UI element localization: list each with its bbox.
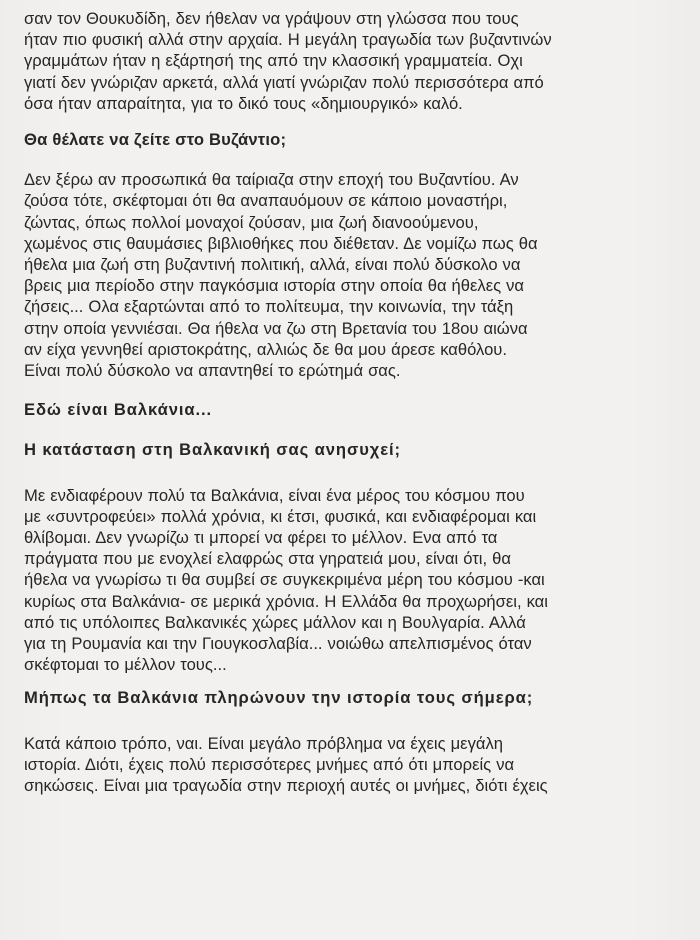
text-line: χωμένος στις θαυμάσιες βιβλιοθήκες που διέθεταν. Δε νομίζω πως θα: [24, 233, 538, 253]
answer-balkans-history: [24, 733, 692, 797]
question-balkans-worry: Η κατάσταση στη Βαλκανική σας ανησυχεί;: [24, 440, 401, 460]
text-line: γραμμάτων ήταν η εξάρτησή της από την κλασσική γραμματεία. Οχι: [24, 51, 523, 71]
text-line: όσα ήταν απαραίτητα, για το δικό τους «δημιουργικό» καλό.: [24, 93, 463, 113]
text-line: κυρίως στα Βαλκάνια- σε μερικά χρόνια. Η Ελλάδα θα προχωρήσει, και: [24, 591, 548, 611]
question-balkans-history: Μήπως τα Βαλκάνια πληρώνουν την ιστορία τους σήμερα;: [24, 688, 534, 708]
text-line: ζήσεις... Ολα εξαρτώνται από το πολίτευμα, την κοινωνία, την τάξη: [24, 297, 514, 317]
heading-balkans: Εδώ είναι Βαλκάνια...: [24, 400, 212, 420]
text-line: Με ενδιαφέρουν πολύ τα Βαλκάνια, είναι ένα μέρος του κόσμου που: [24, 485, 525, 505]
answer-balkans-worry: [24, 485, 692, 676]
text-line: ήταν πιο φυσική αλλά στην αρχαία. Η μεγάλη τραγωδία των βυζαντινών: [24, 30, 552, 50]
text-line: ζώντας, όπως πολλοί μοναχοί ζούσαν, μια ζωή διανοούμενου,: [24, 212, 479, 232]
interview-text: [24, 8, 692, 796]
text-line: Κατά κάποιο τρόπο, ναι. Είναι μεγάλο πρόβλημα να έχεις μεγάλη: [24, 733, 503, 753]
text-line: ιστορία. Διότι, έχεις πολύ περισσότερες μνήμες από ότι μπορείς να: [24, 754, 515, 774]
text-line: σηκώσεις. Είναι μια τραγωδία στην περιοχή αυτές οι μνήμες, διότι έχεις: [24, 776, 548, 796]
text-line: ζούσα τότε, σκέφτομαι ότι θα αναπαυόμουν σε κάποιο μοναστήρι,: [24, 191, 508, 211]
text-line: Είναι πολύ δύσκολο να απαντηθεί το ερώτημά σας.: [24, 361, 401, 381]
text-line: αν είχα γεννηθεί αριστοκράτης, αλλιώς δε θα μου άρεσε καθόλου.: [24, 339, 507, 359]
text-line: Δεν ξέρω αν προσωπικά θα ταίριαζα στην εποχή του Βυζαντίου. Αν: [24, 170, 519, 190]
text-line: πράγματα που με ενοχλεί ελαφρώς στα γηρατειά μου, είναι ότι, θα: [24, 549, 511, 569]
text-line: θλίβομαι. Δεν γνωρίζω τι μπορεί να φέρει το μέλλον. Ενα από τα: [24, 528, 498, 548]
text-line: σκέφτομαι το μέλλον τους...: [24, 655, 227, 675]
text-line: για τη Ρουμανία και την Γιουγκοσλαβία... νοιώθω απελπισμένος όταν: [24, 634, 532, 654]
text-line: γιατί δεν γνώριζαν αρκετά, αλλά γιατί γνώριζαν πολύ περισσότερα από: [24, 72, 544, 92]
text-line: ήθελα να γνωρίσω τι θα συμβεί σε συγκεκριμένα μέρη του κόσμου -και: [24, 570, 545, 590]
text-line: με «συντροφεύει» πολλά χρόνια, κι έτσι, φυσικά, και ενδιαφέρομαι και: [24, 506, 537, 526]
text-line: ήθελα μια ζωή στη βυζαντινή πολιτική, αλλά, είναι πολύ δύσκολο να: [24, 255, 521, 275]
question-byzantium: Θα θέλατε να ζείτε στο Βυζάντιο;: [24, 130, 287, 150]
text-line: βρεις μια περίοδο στην παγκόσμια ιστορία στην οποία θα ήθελες να: [24, 276, 524, 296]
text-line: στην οποία γεννιέσαι. Θα ήθελα να ζω στη Βρετανία του 18ου αιώνα: [24, 318, 528, 338]
answer-byzantium: [24, 169, 692, 381]
text-line: από τις υπόλοιπες Βαλκανικές χώρες μάλλον και η Βουλγαρία. Αλλά: [24, 612, 526, 632]
text-line: σαν τον Θουκυδίδη, δεν ήθελαν να γράψουν στη γλώσσα που τους: [24, 9, 519, 28]
intro-paragraph: [24, 8, 692, 114]
